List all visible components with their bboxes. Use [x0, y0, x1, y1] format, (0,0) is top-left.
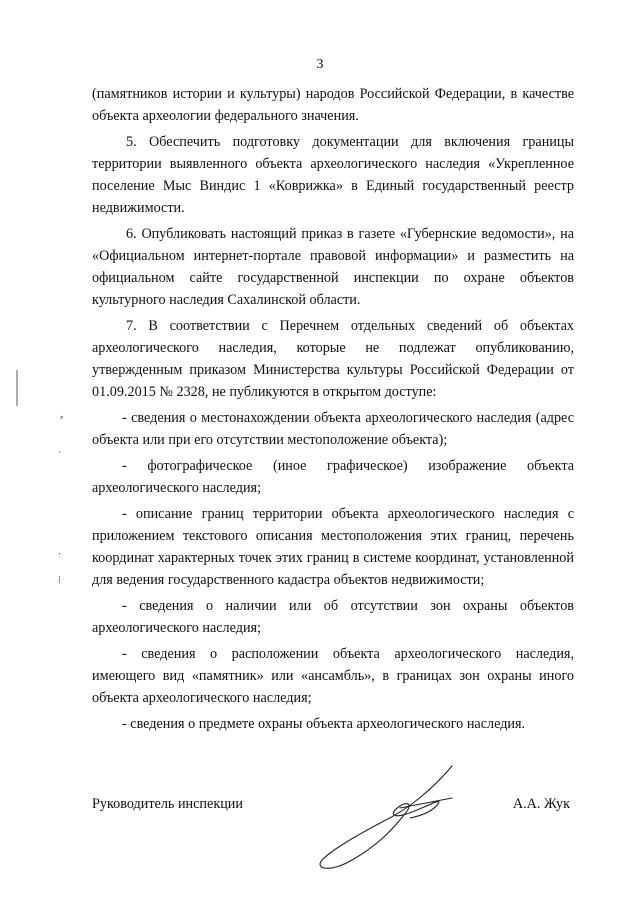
list-item-location: - сведения о местонахождении объекта археологического наследия (адрес объекта или при его отсутствии местоположение объекта); [92, 410, 574, 448]
paragraph-continuation: (памятников истории и культуры) народов Российской Федерации, в качестве объекта археологии федерального значения. [92, 86, 574, 124]
paragraph-item-5: 5. Обеспечить подготовку документации для включения границы территории выявленного объекта археологического наследия «Укрепленное поселение Мыс Виндис 1 «Коврижка» в Единый государственный реестр недвижимости. [92, 134, 574, 216]
list-item-protection-zones: - сведения о наличии или об отсутствии зон охраны объектов археологического наследия; [92, 598, 574, 636]
scan-mark [14, 370, 20, 410]
handwritten-signature [292, 760, 482, 880]
document-body [92, 83, 574, 739]
paragraph-item-6: 6. Опубликовать настоящий приказ в газете «Губернские ведомости», на «Официальном интернет-портале правовой информации» и разместить на официальном сайте государственной инспекции по охране объектов культурного наследия Сахалинской области. [92, 226, 574, 308]
list-item-photo: - фотографическое (иное графическое) изображение объекта археологического наследия; [92, 458, 574, 496]
list-item-boundaries: - описание границ территории объекта археологического наследия с приложением текстового описания местоположения этих границ, перечень координат характерных точек этих границ в системе координат, установленной для ведения государственного кадастра объектов недвижимости; [92, 506, 574, 588]
page-number: 3 [316, 57, 324, 72]
paragraph-item-7: 7. В соответствии с Перечнем отдельных сведений об объектах археологического наследия, которые не подлежат опубликованию, утвержденным приказом Министерства культуры Российской Федерации от 01.09.2015 № 2328, не публикуются в открытом доступе: [92, 318, 574, 400]
scan-speck: ˏ [58, 544, 62, 555]
list-item-monument-location: - сведения о расположении объекта археологического наследия, имеющего вид «памятник» или «ансамбль», в границах зон охраны иного объекта археологического наследия; [92, 646, 574, 706]
scan-speck: ˴ [58, 446, 62, 457]
list-item-protection-subject: - сведения о предмете охраны объекта археологического наследия. [122, 716, 526, 732]
scan-speck: ⁝ [58, 575, 62, 586]
scan-speck: ⸗ [60, 412, 64, 423]
signatory-position: Руководитель инспекции [92, 796, 243, 812]
signatory-name: А.А. Жук [512, 796, 570, 812]
